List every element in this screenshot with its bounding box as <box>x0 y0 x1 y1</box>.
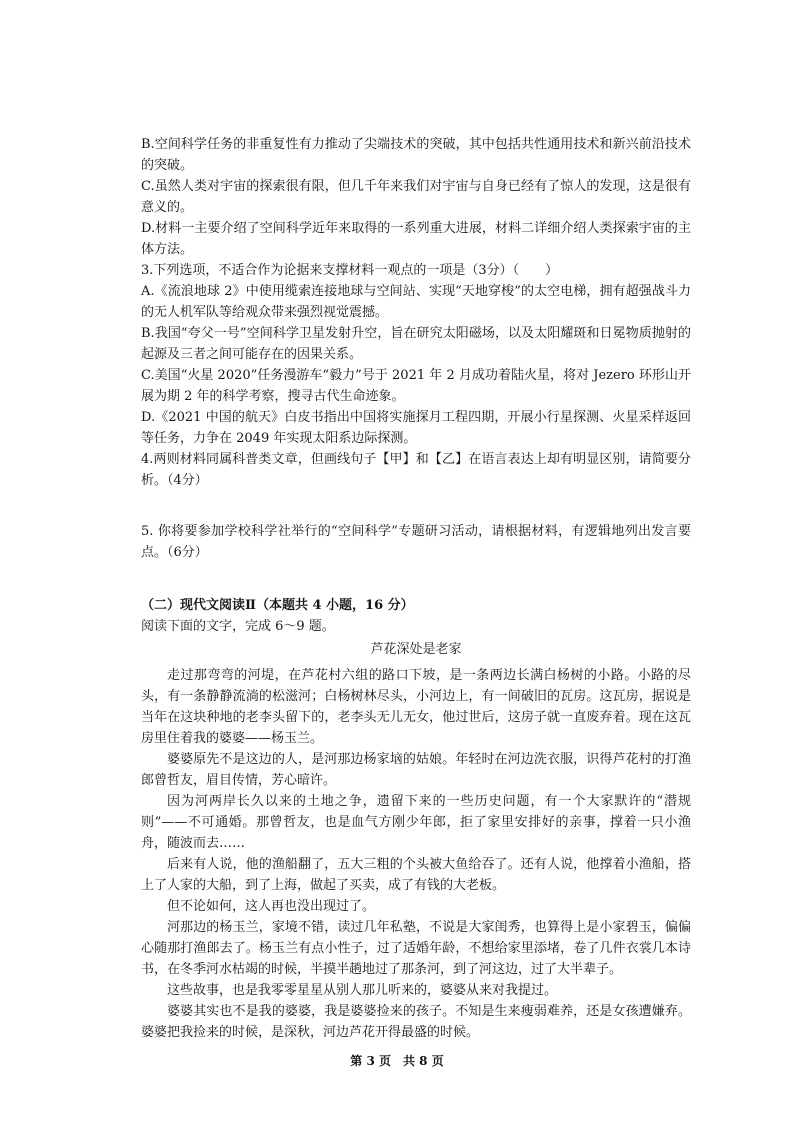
q3-option-b: B.我国“夸父一号”空间科学卫星发射升空，旨在研究太阳磁场，以及太阳耀斑和日冕物质抛射的起源及三者之间可能存在的因果关系。 <box>141 326 691 362</box>
q2-option-b: B.空间科学任务的非重复性有力推动了尖端技术的突破，其中包括共性通用技术和新兴前沿技术的突破。 <box>141 137 691 173</box>
passage-paragraph: 婆婆原先不是这边的人，是河那边杨家垴的姑娘。年轻时在河边洗衣服，识得芦花村的打渔郎曾哲友，眉目传情，芳心暗许。 <box>141 752 691 788</box>
passage-paragraph: 婆婆其实也不是我的婆婆，我是婆婆捡来的孩子。不知是生来瘦弱难养，还是女孩遭嫌弃。婆婆把我捡来的时候，是深秋，河边芦花开得最盛的时候。 <box>141 1004 691 1040</box>
q3-option-a: A.《流浪地球 2》中使用缆索连接地球与空间站、实现“天地穿梭”的太空电梯，拥有超强战斗力的无人机军队等给观众带来强烈视觉震撼。 <box>141 284 691 320</box>
passage-paragraph: 但不论如何，这人再也没出现过了。 <box>167 899 376 914</box>
section-instruction: 阅读下面的文字，完成 6～9 题。 <box>141 619 335 634</box>
page-number: 第 3 页 共 8 页 <box>350 1054 444 1068</box>
passage-paragraph: 走过那弯弯的河堤，在芦花村六组的路口下坡，是一条两边长满白杨树的小路。小路的尽头，有一条静静流淌的松滋河；白杨树林尽头，小河边上，有一间破旧的瓦房。这瓦房，据说是当年在这块种地的老李头留下的，老李头无儿无女，他过世后，这房子就一直废弃着。现在这瓦房里住着我的婆婆——杨玉兰。 <box>141 668 691 746</box>
passage-paragraph: 河那边的杨玉兰，家境不错，读过几年私塾，不说是大家闺秀，也算得上是小家碧玉，偏偏心随那打渔郎去了。杨玉兰有点小性子，过了适婚年龄，不想给家里添堵，卷了几件衣裳几本诗书，在冬季河水枯竭的时候，半摸半趟地过了那条河，到了河这边，过了大半辈子。 <box>141 920 691 977</box>
passage-paragraph: 这些故事，也是我零零星星从别人那儿听来的，婆婆从来对我提过。 <box>167 983 558 998</box>
q2-option-d: D.材料一主要介绍了空间科学近年来取得的一系列重大进展，材料二详细介绍人类探索宇宙的主体方法。 <box>141 221 691 257</box>
q5-stem: 5. 你将要参加学校科学社举行的“空间科学”专题研习活动，请根据材料，有逻辑地列出发言要点。（6分） <box>141 524 691 560</box>
q2-option-c: C.虽然人类对宇宙的探索很有限，但几千年来我们对宇宙与自身已经有了惊人的发现，这是很有意义的。 <box>141 179 691 215</box>
passage-paragraph: 因为河两岸长久以来的土地之争，遗留下来的一些历史问题，有一个大家默许的“潜规则”——不可通婚。那曾哲友，也是血气方刚少年郎，拒了家里安排好的亲事，撑着一只小渔舟，随波而去…… <box>141 794 691 851</box>
section-heading: （二）现代文阅读Ⅱ（本题共 4 小题，16 分） <box>141 598 414 613</box>
q3-option-c: C.美国“火星 2020”任务漫游车“毅力”号于 2021 年 2 月成功着陆火星，将对 Jezero 环形山开展为期 2 年的科学考察，搜寻古代生命迹象。 <box>141 368 691 404</box>
q4-stem: 4.两则材料同属科普类文章，但画线句子【甲】和【乙】在语言表达上却有明显区别，请简要分析。（4分） <box>141 452 691 488</box>
passage-title: 芦花深处是老家 <box>370 642 462 657</box>
q3-option-d: D.《2021 中国的航天》白皮书指出中国将实施探月工程四期，开展小行星探测、火星采样返回等任务，力争在 2049 年实现太阳系边际探测。 <box>141 410 691 446</box>
q3-stem: 3.下列选项，不适合作为论据来支撑材料一观点的一项是（3分）（ ） <box>141 263 559 278</box>
passage-paragraph: 后来有人说，他的渔船翻了，五大三粗的个头被大鱼给吞了。还有人说，他撑着小渔船，搭上了人家的大船，到了上海，做起了买卖，成了有钱的大老板。 <box>141 857 691 893</box>
